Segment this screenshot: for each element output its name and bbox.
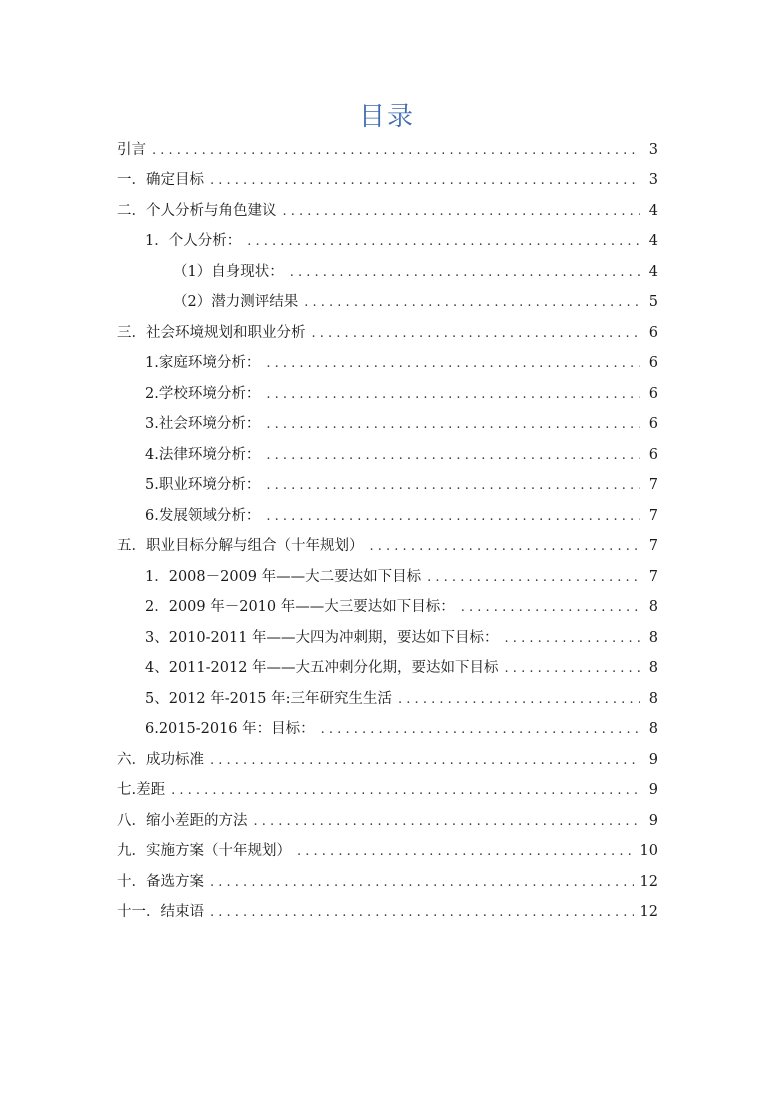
toc-entry[interactable] [145,229,658,253]
toc-entry-label: 三．社会环境规划和职业分析 [117,325,306,341]
toc-entry-label: 六．成功标准 [117,752,204,768]
toc-entry-label: 1.家庭环境分析： [145,355,261,371]
toc-dot-leader [210,169,640,193]
toc-entry-page: 10 [639,843,658,859]
toc-dot-leader [266,444,640,468]
toc-entry-label: 3、2010-2011 年——大四为冲刺期，要达如下目标： [145,630,499,646]
toc-entry[interactable] [145,351,658,375]
toc-entry-page: 8 [648,660,658,676]
toc-dot-leader [427,566,640,590]
toc-entry[interactable] [117,534,658,558]
toc-entry-page: 3 [648,142,658,158]
toc-entry[interactable] [117,900,658,924]
toc-entry-label: 2.学校环境分析： [145,386,261,402]
toc-entry-page: 9 [648,752,658,768]
toc-entry-label: 2．2009 年－2010 年——大三要达如下目标： [145,599,455,615]
toc-entry-page: 8 [648,691,658,707]
toc-entry-label: 十．备选方案 [117,874,204,890]
toc-entry-page: 6 [648,416,658,432]
toc-entry-page: 5 [648,294,658,310]
toc-dot-leader [505,657,640,681]
toc-entry[interactable] [145,687,658,711]
toc-entry-page: 7 [648,569,658,585]
toc-entry[interactable] [145,656,658,680]
toc-dot-leader [247,230,640,254]
toc-entry-page: 6 [648,447,658,463]
toc-entry-page: 7 [648,477,658,493]
toc-entry-label: 七.差距 [117,782,166,798]
toc-entry[interactable] [145,626,658,650]
toc-entry-page: 3 [648,172,658,188]
toc-entry-page: 12 [639,904,658,920]
toc-dot-leader [370,535,641,559]
toc-dot-leader [266,383,640,407]
toc-dot-leader [266,352,640,376]
toc-entry-page: 9 [648,782,658,798]
toc-entry-label: 十一．结束语 [117,904,204,920]
toc-entry-label: （1）自身现状： [173,264,284,280]
toc-dot-leader [210,749,640,773]
toc-entry[interactable] [173,260,658,284]
toc-entry-label: 1．2008－2009 年——大二要达如下目标 [145,569,422,585]
toc-entry[interactable] [145,473,658,497]
toc-entry-page: 6 [648,325,658,341]
toc-entry[interactable] [145,382,658,406]
toc-dot-leader [321,718,640,742]
toc-entry-label: 二．个人分析与角色建议 [117,203,277,219]
toc-dot-leader [210,901,634,925]
toc-entry[interactable] [173,290,658,314]
toc-entry[interactable] [117,748,658,772]
toc-dot-leader [266,474,640,498]
toc-entry-page: 7 [648,508,658,524]
toc-entry-page: 8 [648,721,658,737]
toc-entry-label: 6.2015-2016 年：目标： [145,721,315,737]
toc-dot-leader [254,810,641,834]
toc-entry-page: 4 [648,203,658,219]
toc-entry-page: 4 [648,233,658,249]
toc-dot-leader [266,505,640,529]
toc-entry-label: 4.法律环境分析： [145,447,261,463]
toc-entry-label: （2）潜力测评结果 [173,294,299,310]
toc-entry[interactable] [117,870,658,894]
toc-entry-page: 7 [648,538,658,554]
toc-entry[interactable] [145,443,658,467]
toc-dot-leader [171,779,640,803]
toc-entry[interactable] [145,565,658,589]
toc-dot-leader [398,688,640,712]
toc-entry[interactable] [117,168,658,192]
toc-dot-leader [505,627,640,651]
toc-entry-label: 1．个人分析： [145,233,242,249]
toc-entry-label: 九．实施方案（十年规划） [117,843,291,859]
toc-entry-label: 4、2011-2012 年——大五冲刺分化期，要达如下目标 [145,660,499,676]
toc-dot-leader [152,139,640,163]
page-title: 目录 [358,102,415,132]
toc-dot-leader [312,322,641,346]
toc-entry[interactable] [117,199,658,223]
toc-entry-label: 引言 [117,142,146,158]
toc-entry[interactable] [117,839,658,863]
toc-entry-label: 一．确定目标 [117,172,204,188]
toc-dot-leader [210,871,634,895]
toc-entry-label: 八．缩小差距的方法 [117,813,248,829]
toc-entry-page: 6 [648,386,658,402]
toc-dot-leader [461,596,640,620]
toc-entry-page: 9 [648,813,658,829]
toc-entry[interactable] [145,504,658,528]
toc-entry[interactable] [117,778,658,802]
toc-entry-label: 5.职业环境分析： [145,477,261,493]
toc-entry[interactable] [117,809,658,833]
toc-entry-page: 8 [648,599,658,615]
toc-dot-leader [283,200,641,224]
toc-dot-leader [290,261,640,285]
toc-dot-leader [297,840,634,864]
toc-entry[interactable] [117,321,658,345]
toc-entry[interactable] [145,595,658,619]
toc-entry-page: 8 [648,630,658,646]
toc-entry-page: 6 [648,355,658,371]
toc-entry-label: 3.社会环境分析： [145,416,261,432]
toc-entry-label: 5、2012 年-2015 年:三年研究生生活 [145,691,393,707]
toc-entry-page: 12 [639,874,658,890]
toc-dot-leader [266,413,640,437]
toc-entry-label: 6.发展领域分析： [145,508,261,524]
toc-entry[interactable] [117,138,658,162]
toc-entry[interactable] [145,717,658,741]
toc-entry[interactable] [145,412,658,436]
toc-dot-leader [304,291,640,315]
toc-entry-page: 4 [648,264,658,280]
toc-entry-label: 五．职业目标分解与组合（十年规划） [117,538,364,554]
